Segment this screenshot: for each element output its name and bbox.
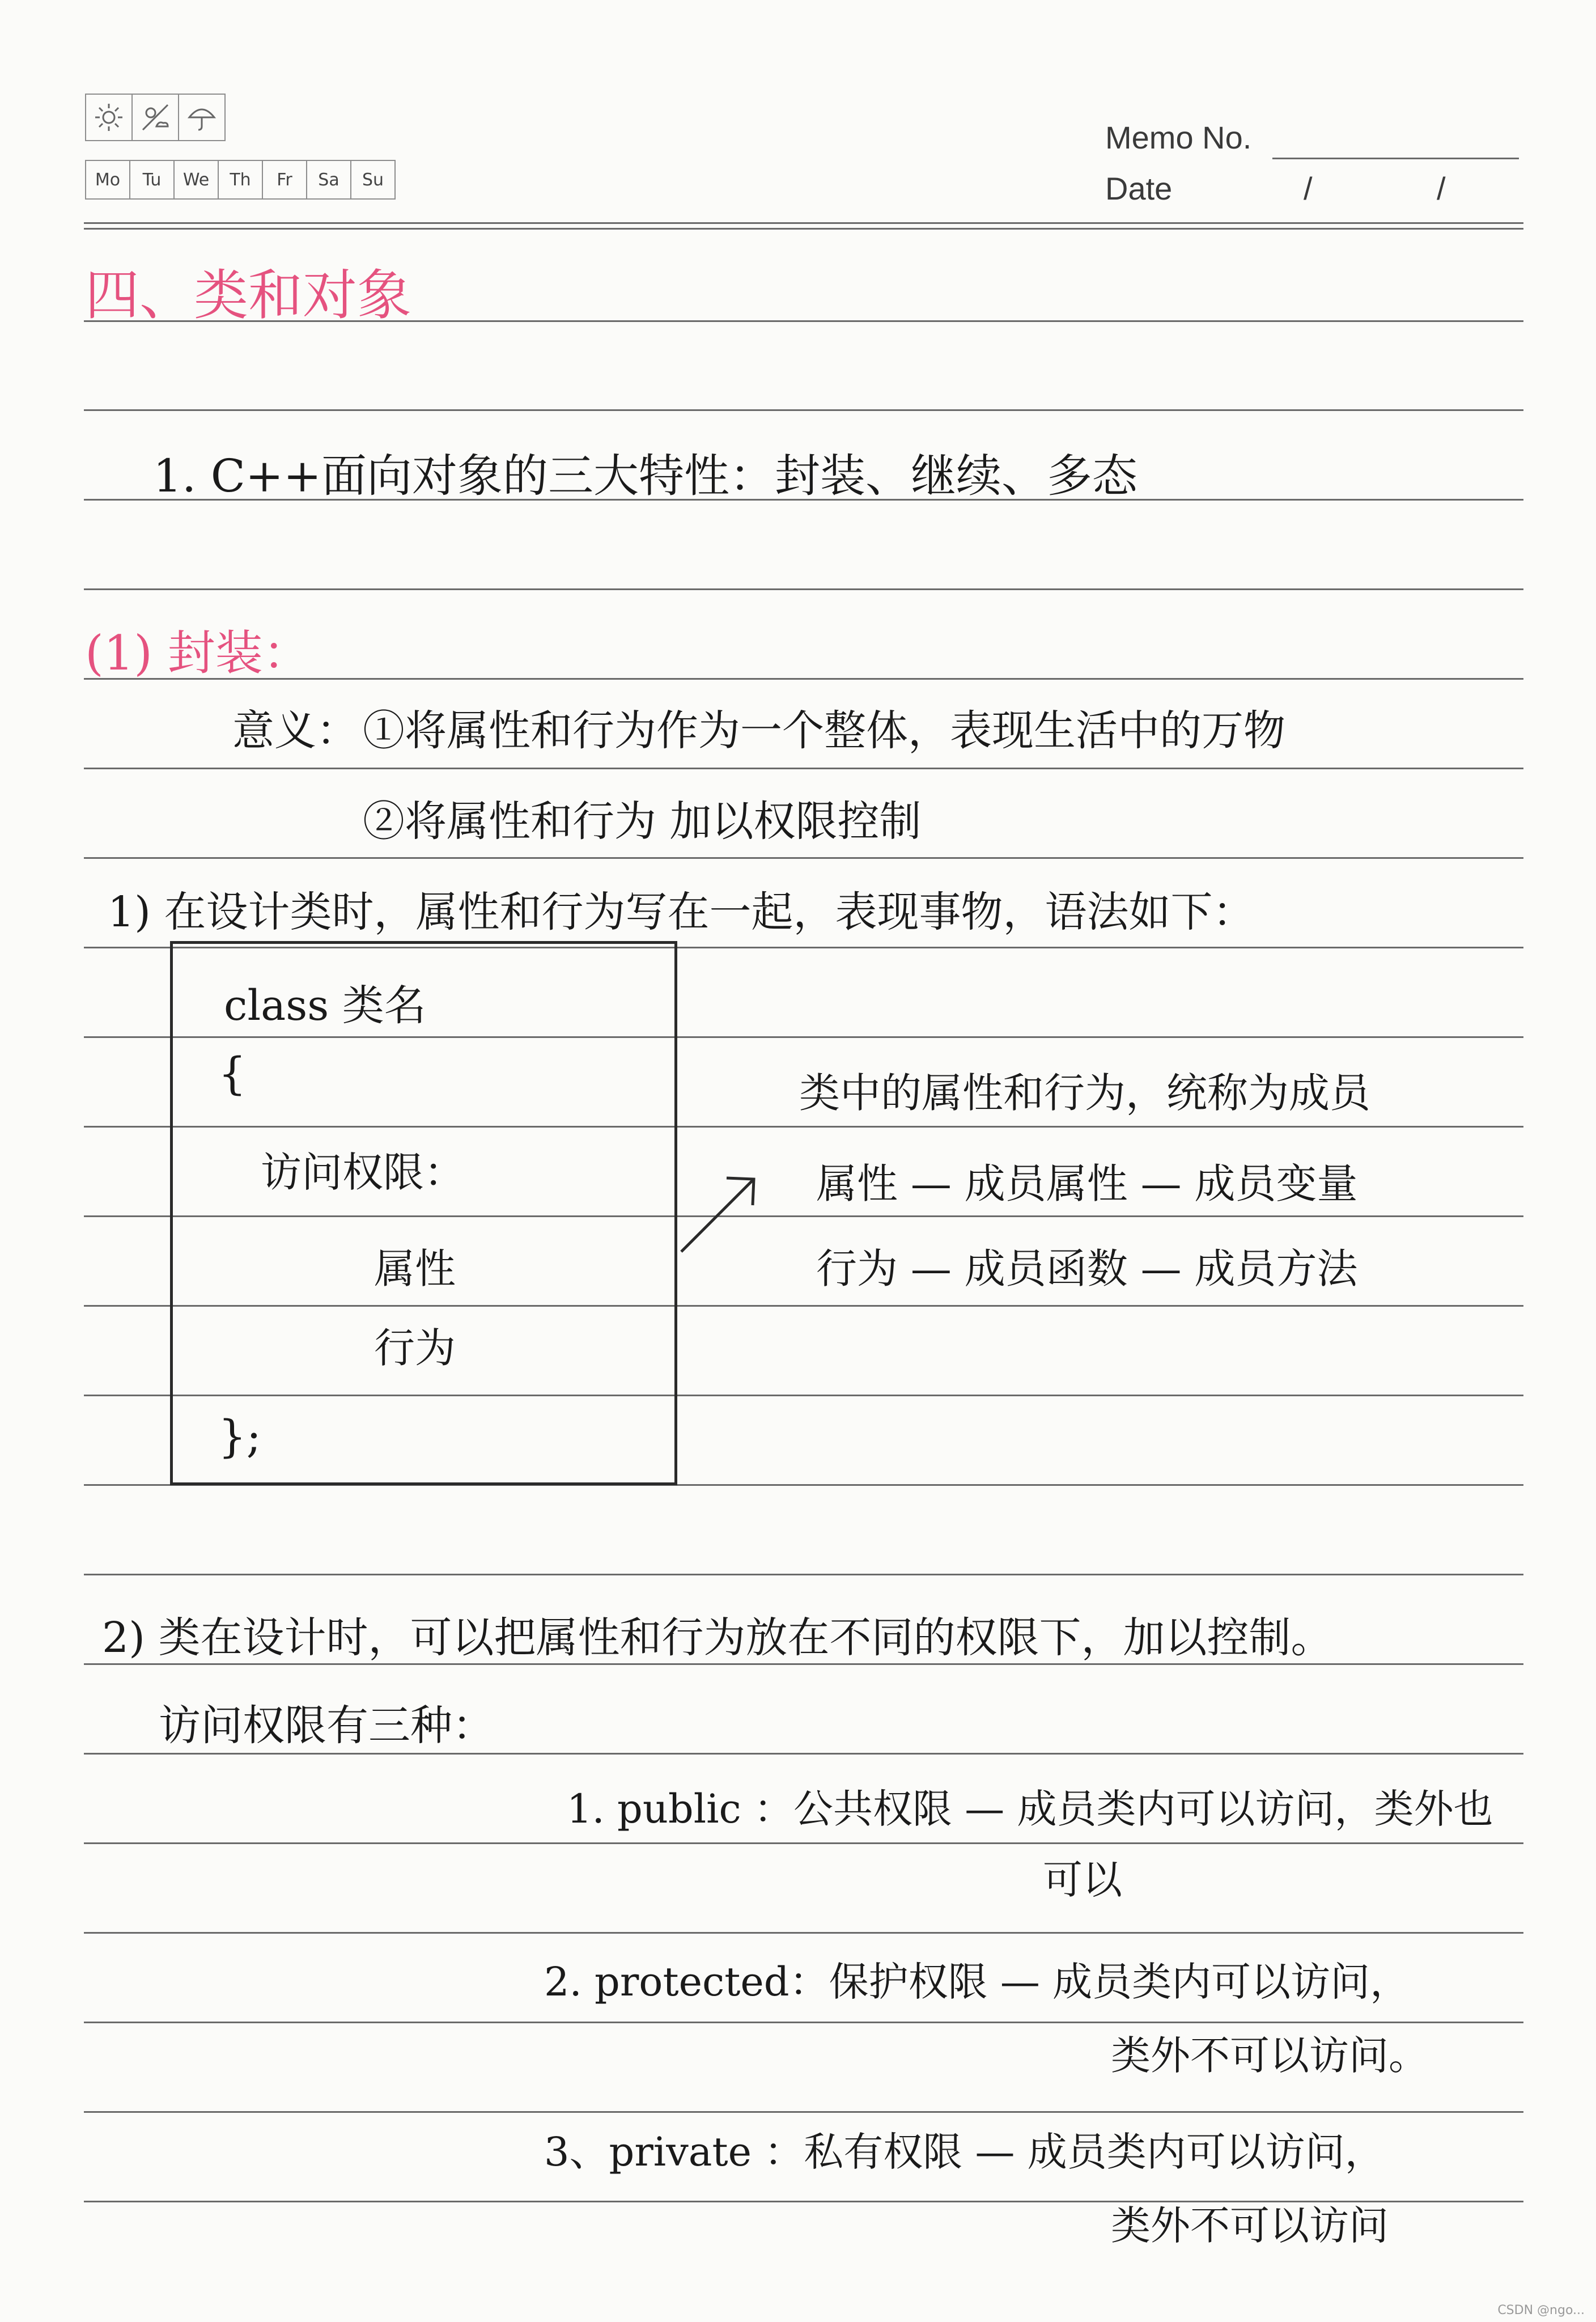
- meaning-label: 意义：: [232, 706, 358, 755]
- encapsulation-heading: (1) 封装：: [85, 625, 311, 681]
- protected-permission-cont: 类外不可以访问。: [1111, 2032, 1428, 2079]
- design-class-item-2: 2) 类在设计时，可以把属性和行为放在不同的权限下，加以控制。: [102, 1613, 1333, 1662]
- three-features-line: 1. C++面向对象的三大特性：封装、继续、多态: [153, 450, 1138, 502]
- umbrella-icon: [178, 94, 226, 141]
- date-separator-1: /: [1304, 171, 1313, 206]
- memo-no-line: [1272, 158, 1519, 159]
- day-we: We: [173, 160, 219, 200]
- day-fr: Fr: [262, 160, 307, 200]
- watermark: CSDN @ngo...: [1497, 2303, 1585, 2317]
- attribute-note: 属性 — 成员属性 — 成员变量: [816, 1160, 1358, 1207]
- private-permission: 3、private ：私有权限 — 成员类内可以访问，: [544, 2129, 1385, 2175]
- ruled-line: [84, 1842, 1523, 1844]
- public-permission-cont: 可以: [1043, 1857, 1122, 1903]
- meaning-item-2: ②将属性和行为 加以权限控制: [363, 797, 922, 846]
- private-permission-cont: 类外不可以访问: [1111, 2202, 1389, 2249]
- day-tu: Tu: [129, 160, 175, 200]
- protected-permission: 2. protected：保护权限 — 成员类内可以访问，: [544, 1959, 1410, 2005]
- ruled-line: [84, 222, 1523, 224]
- memo-no-label: Memo No.: [1105, 120, 1252, 155]
- day-th: Th: [218, 160, 263, 200]
- arrow-icon: [674, 1168, 765, 1259]
- ruled-line: [84, 228, 1523, 230]
- members-note: 类中的属性和行为，统称为成员: [799, 1069, 1371, 1117]
- day-sa: Sa: [306, 160, 351, 200]
- syntax-access-label: 访问权限：: [261, 1149, 465, 1196]
- date-separator-2: /: [1437, 171, 1446, 206]
- design-class-item-1: 1) 在设计类时，属性和行为写在一起，表现事物，语法如下：: [108, 888, 1255, 937]
- day-su: Su: [350, 160, 396, 200]
- ruled-line: [84, 1932, 1523, 1934]
- sun-icon: [85, 94, 133, 141]
- meaning-item-1: ①将属性和行为作为一个整体，表现生活中的万物: [363, 706, 1285, 755]
- syntax-attribute: 属性: [374, 1245, 456, 1293]
- ruled-line: [84, 2111, 1523, 2113]
- ruled-line: [84, 2022, 1523, 2023]
- day-mo: Mo: [85, 160, 130, 200]
- ruled-line: [84, 1753, 1523, 1755]
- weekday-boxes: [85, 160, 396, 200]
- ruled-line: [84, 768, 1523, 769]
- weather-icons: [85, 94, 226, 141]
- syntax-close-brace: };: [218, 1412, 261, 1463]
- date-label: Date: [1105, 171, 1173, 206]
- ruled-line: [84, 857, 1523, 859]
- page-title: 四、类和对象: [85, 264, 411, 327]
- partly-cloudy-icon: [131, 94, 179, 141]
- ruled-line: [84, 588, 1523, 590]
- public-permission: 1. public ：公共权限 — 成员类内可以访问，类外也: [567, 1786, 1493, 1832]
- ruled-line: [84, 1574, 1523, 1575]
- access-intro: 访问权限有三种：: [159, 1701, 494, 1750]
- behavior-note: 行为 — 成员函数 — 成员方法: [816, 1245, 1358, 1293]
- syntax-behavior: 行为: [374, 1324, 456, 1372]
- syntax-class-line: class 类名: [224, 981, 426, 1030]
- syntax-open-brace: {: [218, 1049, 247, 1100]
- ruled-line: [84, 409, 1523, 411]
